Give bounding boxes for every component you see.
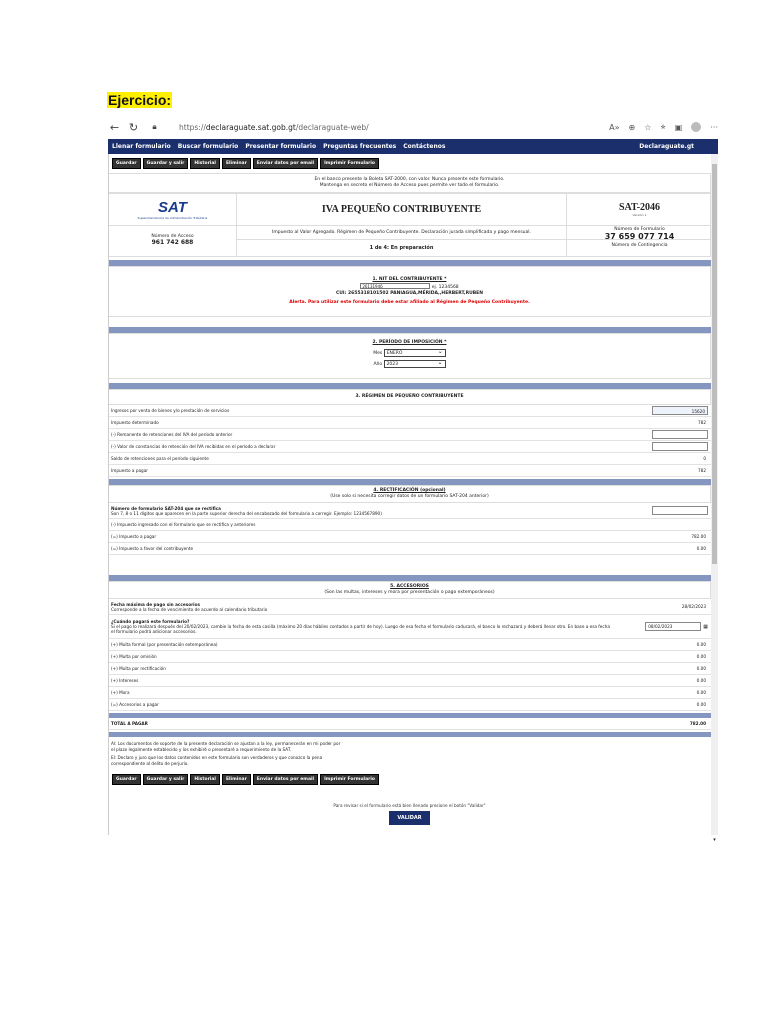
calendar-icon[interactable]: ▦ bbox=[703, 623, 708, 630]
row-label: (+) Multa por omisión bbox=[111, 654, 157, 659]
validate-area bbox=[108, 803, 711, 825]
profile-icon[interactable] bbox=[691, 122, 701, 132]
accessory-value: 0.00 bbox=[696, 690, 706, 695]
page-gap bbox=[108, 566, 718, 575]
action-bar-top bbox=[108, 154, 711, 173]
accessory-row bbox=[108, 675, 711, 687]
action-bar-bottom bbox=[108, 770, 711, 789]
nit-example: ej. 1234568 bbox=[431, 285, 459, 290]
sat-logo bbox=[109, 194, 236, 226]
row-label: (+) Mora bbox=[111, 690, 130, 695]
accessory-value: 0.00 bbox=[696, 642, 706, 647]
save-exit-button[interactable]: Guardar y salir bbox=[143, 158, 189, 169]
deadline-value: 28/02/2023 bbox=[681, 604, 706, 609]
regime-row bbox=[108, 441, 711, 453]
payment-date-row bbox=[108, 615, 711, 639]
bank-notice bbox=[108, 173, 711, 193]
regime-row bbox=[108, 465, 711, 477]
nit-input[interactable]: 26131946 bbox=[360, 283, 430, 289]
regime-value: 0 bbox=[703, 456, 706, 461]
section-nit bbox=[108, 266, 711, 317]
form-number: 37 659 077 714 bbox=[604, 232, 675, 241]
zoom-icon[interactable]: ⊕ bbox=[628, 122, 636, 132]
rectification-value: 782.00 bbox=[691, 534, 706, 539]
regime-input[interactable] bbox=[652, 430, 708, 439]
notice-line-2: Mantenga en secreto el Número de Acceso pues permite ver todo el formulario. bbox=[319, 183, 500, 188]
accessory-value: 0.00 bbox=[696, 654, 706, 659]
header-center bbox=[237, 194, 567, 256]
rectification-row bbox=[108, 519, 711, 531]
row-label: (+) Multa formal (por presentación extemporánea) bbox=[111, 642, 218, 647]
read-aloud-icon[interactable]: A» bbox=[609, 122, 620, 132]
accessory-value: 0.00 bbox=[696, 678, 706, 683]
accessories-subtitle: (Son las multas, intereses y mora por presentación o pago extemporáneos) bbox=[324, 590, 495, 595]
form-version: Versión 1 bbox=[632, 213, 647, 217]
deadline-help: Corresponde a la fecha de vencimiento de acuerdo al calendario tributario bbox=[111, 606, 268, 612]
save-button[interactable]: Guardar bbox=[112, 158, 141, 169]
accessory-row bbox=[108, 651, 711, 663]
row-label: (=) Impuesto a favor del contribuyente bbox=[111, 546, 194, 551]
accessory-row bbox=[108, 663, 711, 675]
notice-line-1: En el banco presente la Boleta SAT-2000, con valor. Nunca presente este formulario. bbox=[314, 177, 505, 182]
scroll-down-icon[interactable]: ▾ bbox=[713, 837, 716, 843]
total-label: TOTAL A PAGAR bbox=[111, 721, 148, 726]
form-upper bbox=[108, 154, 711, 566]
form-status: 1 de 4: En preparación bbox=[369, 245, 434, 251]
form-number-label: Número de Formulario bbox=[614, 227, 665, 232]
header-left bbox=[109, 194, 237, 256]
accessory-row bbox=[108, 639, 711, 651]
section-accessories bbox=[108, 581, 711, 599]
regime-row bbox=[108, 417, 711, 429]
row-label: (+) Intereses bbox=[111, 678, 139, 683]
email-button[interactable]: Enviar datos por email bbox=[253, 774, 318, 785]
total-value: 782.00 bbox=[689, 721, 706, 726]
year-select[interactable]: 2023 ⌄ bbox=[384, 360, 446, 368]
row-label: (-) Impuesto ingresado con el formulario que se rectifica y anteriores bbox=[111, 522, 256, 527]
legal-declaration bbox=[108, 737, 711, 770]
url-path: /declaraguate-web/ bbox=[295, 122, 369, 132]
period-title: 2. PERÍODO DE IMPOSICIÓN * bbox=[372, 340, 447, 345]
refresh-icon[interactable]: ↻ bbox=[128, 120, 139, 134]
site-link[interactable]: Declaraguate.gt bbox=[639, 143, 694, 150]
email-button[interactable]: Enviar datos por email bbox=[253, 158, 318, 169]
validate-hint: Para revisar si el formulario está bien llenado presione el botón "Validar" bbox=[333, 803, 486, 808]
sat-logo-text: SAT bbox=[158, 199, 187, 216]
deadline-row bbox=[108, 599, 711, 615]
rectification-subtitle: (Use solo si necesita corregir datos de un formulario SAT-204 anterior) bbox=[330, 494, 489, 499]
payment-date-field bbox=[645, 622, 708, 631]
form-header bbox=[108, 193, 711, 257]
print-button[interactable]: Imprimir Formulario bbox=[320, 158, 379, 169]
accessories-table bbox=[108, 639, 711, 711]
form-code: SAT-2046 bbox=[618, 202, 661, 213]
form-left-edge bbox=[108, 154, 109, 835]
menu-presentar-formulario[interactable]: Presentar formulario bbox=[245, 143, 317, 150]
regime-row bbox=[108, 453, 711, 465]
form-number-box bbox=[567, 226, 711, 240]
url-prefix: https:// bbox=[179, 122, 206, 132]
deadline-text bbox=[111, 602, 267, 612]
row-label: Saldo de retenciones para el período siguiente bbox=[111, 456, 209, 461]
history-button[interactable]: Historial bbox=[190, 158, 220, 169]
collections-icon[interactable]: ▣ bbox=[674, 122, 683, 132]
favorites-bar-icon[interactable]: ⭐︎ bbox=[660, 122, 666, 131]
more-icon[interactable]: ··· bbox=[710, 122, 718, 132]
month-select[interactable]: ENERO ⌄ bbox=[384, 349, 446, 357]
rectification-value bbox=[653, 520, 708, 529]
rectification-form-field bbox=[108, 503, 711, 519]
favorites-icon[interactable]: ☆ bbox=[644, 122, 652, 132]
regime-title: 3. RÉGIMEN DE PEQUEÑO CONTRIBUYENTE bbox=[355, 394, 464, 399]
delete-button[interactable]: Eliminar bbox=[222, 774, 251, 785]
rectification-field-text bbox=[111, 506, 382, 516]
regime-alert: Alerta. Para utilizar este formulario debe estar afiliado al Régimen de Pequeño Contribuyente. bbox=[289, 300, 530, 305]
accessory-value: 0.00 bbox=[696, 702, 706, 707]
regime-row bbox=[108, 429, 711, 441]
year-label: Año bbox=[373, 362, 383, 367]
validate-button[interactable]: VALIDAR bbox=[389, 811, 429, 825]
print-button[interactable]: Imprimir Formulario bbox=[320, 774, 379, 785]
delete-button[interactable]: Eliminar bbox=[222, 158, 251, 169]
contingency-label: Número de Contingencia bbox=[611, 243, 668, 248]
scrollbar-thumb[interactable] bbox=[712, 164, 717, 564]
row-label: (-) Remanente de retenciones del IVA del período anterior bbox=[111, 432, 233, 437]
section-rectification bbox=[108, 485, 711, 503]
menu-llenar-formulario[interactable]: Llenar formulario bbox=[112, 143, 171, 150]
back-icon[interactable]: ← bbox=[109, 120, 120, 134]
save-button[interactable]: Guardar bbox=[112, 774, 141, 785]
payment-date-text bbox=[111, 619, 611, 634]
rectification-row bbox=[108, 543, 711, 555]
browser-actions bbox=[609, 122, 718, 132]
section-period bbox=[108, 333, 711, 379]
menu-contactenos[interactable]: Contáctenos bbox=[403, 143, 446, 150]
nit-title: 1. NIT DEL CONTRIBUYENTE * bbox=[372, 277, 447, 282]
menu-buscar-formulario[interactable]: Buscar formulario bbox=[177, 143, 239, 150]
regime-value: 782 bbox=[698, 468, 706, 473]
month-label: Mes bbox=[373, 351, 383, 356]
regime-table bbox=[108, 405, 711, 477]
payment-date-input[interactable]: 08/02/2023 bbox=[645, 622, 701, 631]
rectification-title: 4. RECTIFICACIÓN (opcional) bbox=[373, 488, 446, 493]
access-label: Número de Acceso bbox=[151, 234, 194, 239]
page-scrollbar[interactable] bbox=[711, 154, 718, 843]
form-description: Impuesto al Valor Agregado. Régimen de Pequeño Contribuyente. Declaración jurada simplificada y pago mensual. bbox=[237, 226, 566, 240]
row-label: Impuesto determinado bbox=[111, 420, 159, 425]
rectification-field-help: Son 7, 8 o 11 dígitos que aparecen en la parte superior derecha del encabezado del formulario a corregir. Ejemplo: 1234567890) bbox=[111, 510, 382, 516]
payment-date-help: Si el pago lo realizará después del 20/02/2023, cambie la fecha de esta casilla (máximo 20 días hábiles contados a partir de hoy). Luego de esa fecha el formulario caducará, el banco lo rechazará y deberá llenar otro. En base a esa fecha el formulario podrá adicionar accesorios. bbox=[111, 624, 610, 634]
payment-date-title: ¿Cuándo pagará este formulario? bbox=[111, 619, 190, 624]
deadline-title: Fecha máxima de pago sin accesorios bbox=[111, 601, 200, 607]
regime-input[interactable]: 15620 bbox=[652, 406, 708, 415]
save-exit-button[interactable]: Guardar y salir bbox=[143, 774, 189, 785]
rectification-table bbox=[108, 519, 711, 555]
info-icon[interactable]: 🔒︎ bbox=[152, 122, 157, 131]
header-right bbox=[567, 194, 711, 256]
exercise-heading: Ejercicio: bbox=[108, 92, 172, 108]
accessory-value: 0.00 bbox=[696, 666, 706, 671]
url-domain: declaraguate.sat.gob.gt bbox=[205, 122, 296, 132]
accessory-row bbox=[108, 699, 711, 711]
form-code-box bbox=[567, 194, 711, 226]
history-button[interactable]: Historial bbox=[190, 774, 220, 785]
rectification-field-title: Número de formulario SAT-204 que se rectifica bbox=[111, 505, 222, 511]
regime-value: 782 bbox=[698, 420, 706, 425]
rectification-value: 0.00 bbox=[696, 546, 706, 551]
accessory-row bbox=[108, 687, 711, 699]
total-row bbox=[108, 718, 711, 730]
row-label: Impuesto a pagar bbox=[111, 468, 148, 473]
row-label: (-) Valor de constancias de retención del IVA recibidas en el período a declarar bbox=[111, 444, 276, 449]
row-label: (=) Impuesto a pagar bbox=[111, 534, 157, 539]
regime-row bbox=[108, 405, 711, 417]
legal-oath: El: Declaro y juro que los datos contenidos en este formulario son verdaderos y que conozco la pena correspondiente al delito de perjurio. bbox=[111, 755, 323, 766]
browser-toolbar bbox=[108, 117, 718, 137]
access-number bbox=[109, 226, 236, 256]
row-label: (=) Accesorios a pagar bbox=[111, 702, 159, 707]
rectification-number-input[interactable] bbox=[652, 506, 708, 515]
access-value: 961 742 688 bbox=[151, 239, 194, 246]
site-menu bbox=[108, 139, 718, 154]
form-lower bbox=[108, 575, 711, 835]
sat-logo-subtitle: Superintendencia de Administración Tributaria bbox=[137, 216, 208, 220]
row-label: (+) Multa por rectificación bbox=[111, 666, 166, 671]
legal-support-docs: Al: Los documentos de soporte de la presente declaración se ajustan a la ley, permanecerán en mi poder por el plazo legalmente establecido y los exhibiré o presentaré a requerimiento de la SAT. bbox=[111, 741, 341, 752]
menu-preguntas-frecuentes[interactable]: Preguntas frecuentes bbox=[323, 143, 397, 150]
row-label: Ingresos por venta de bienes y/o prestación de servicios bbox=[111, 408, 230, 413]
form-title: IVA PEQUEÑO CONTRIBUYENTE bbox=[237, 194, 566, 226]
section-regime-title bbox=[108, 389, 711, 405]
regime-input[interactable] bbox=[652, 442, 708, 451]
taxpayer-name: CUI: 2655318101502 PANIAGUA,MÉRIDA,,HERBERT,RUBEN bbox=[335, 291, 484, 296]
rectification-row bbox=[108, 531, 711, 543]
accessories-title: 5. ACCESORIOS bbox=[390, 584, 429, 589]
address-bar[interactable] bbox=[179, 123, 369, 132]
